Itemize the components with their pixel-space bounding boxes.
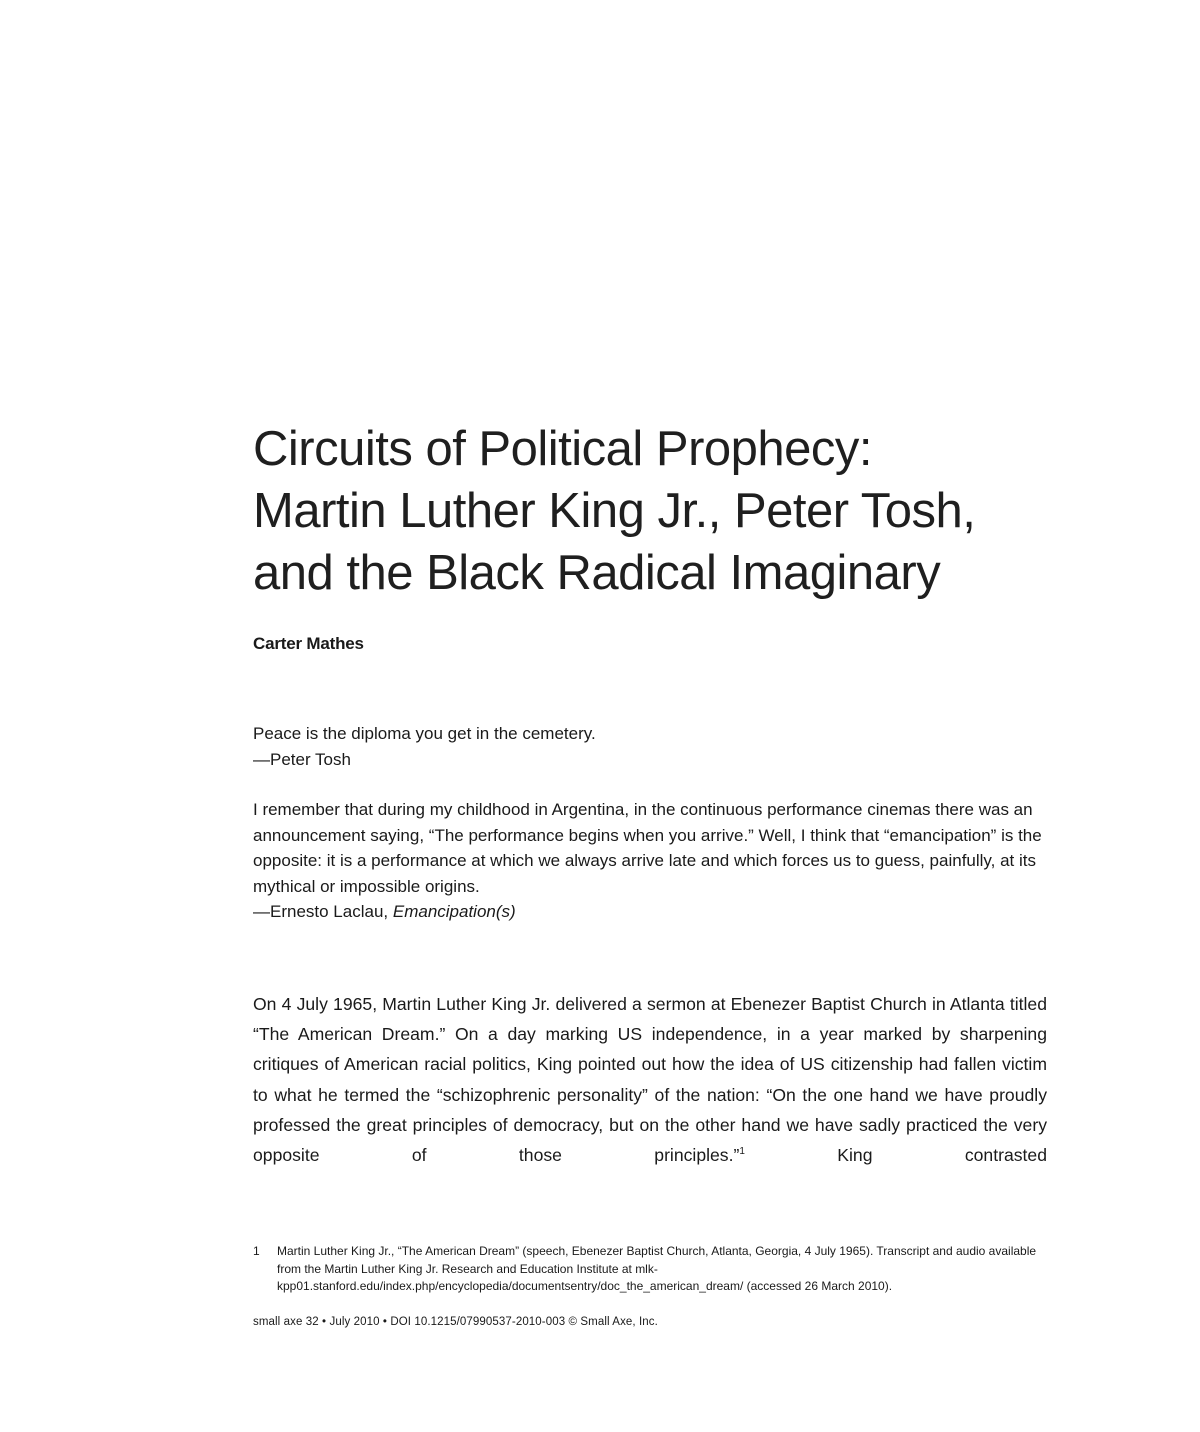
body-paragraph [253, 989, 1047, 1170]
title-line: Martin Luther King Jr., Peter Tosh, [253, 484, 976, 538]
journal-citation-footer: small axe 32 • July 2010 • DOI 10.1215/07990537-2010-003 © Small Axe, Inc. [253, 1316, 658, 1328]
attribution-author: —Ernesto Laclau, [253, 902, 393, 921]
epigraph-attribution: —Peter Tosh [253, 749, 351, 769]
footnote-text: Martin Luther King Jr., “The American Dream” (speech, Ebenezer Baptist Church, Atlanta, Georgia, 4 July 1965). Transcript and audio available from the Martin Luther King Jr. Research and Education Institute at mlk-kpp01.stanford.edu/index.php/encyclopedia/documentsentry/doc_the_american_dream/ (accessed 26 March 2010). [277, 1244, 1037, 1293]
title-line: Circuits of Political Prophecy: [253, 422, 873, 476]
title-line: and the Black Radical Imaginary [253, 546, 941, 600]
epigraph-tosh [253, 721, 1053, 772]
article-title [253, 418, 1113, 604]
epigraph-quote: I remember that during my childhood in Argentina, in the continuous performance cinemas there was an announcement saying, “The performance begins when you arrive.” Well, I think that “emancipation” is the opposite: it is a performance at which we always arrive late and which forces us to guess, painfully, at its mythical or impossible origins. [253, 800, 1042, 896]
body-text-run: King contrasted [744, 1145, 1047, 1166]
footnote [253, 1243, 1053, 1296]
epigraph-quote: Peace is the diploma you get in the cemetery. [253, 724, 596, 743]
footnote-number: 1 [253, 1244, 260, 1258]
footnote-reference[interactable]: 1 [739, 1146, 745, 1158]
attribution-work-title: Emancipation(s) [392, 902, 516, 921]
epigraph-attribution [253, 899, 1053, 925]
body-text-run: On 4 July 1965, Martin Luther King Jr. delivered a sermon at Ebenezer Baptist Church in Atlanta titled “The American Dream.” On a day marking US independence, in a year marked by sharpening critiques of American racial politics, King pointed out how the idea of US citizenship had fallen victim to what he termed the “schizophrenic personality” of the nation: “On the one hand we have proudly professed the great principles of democracy, but on the other hand we have sadly practiced the very opposite of those principles.” [253, 994, 1047, 1166]
epigraph-laclau [253, 797, 1053, 925]
author-name: Carter Mathes [253, 634, 364, 653]
